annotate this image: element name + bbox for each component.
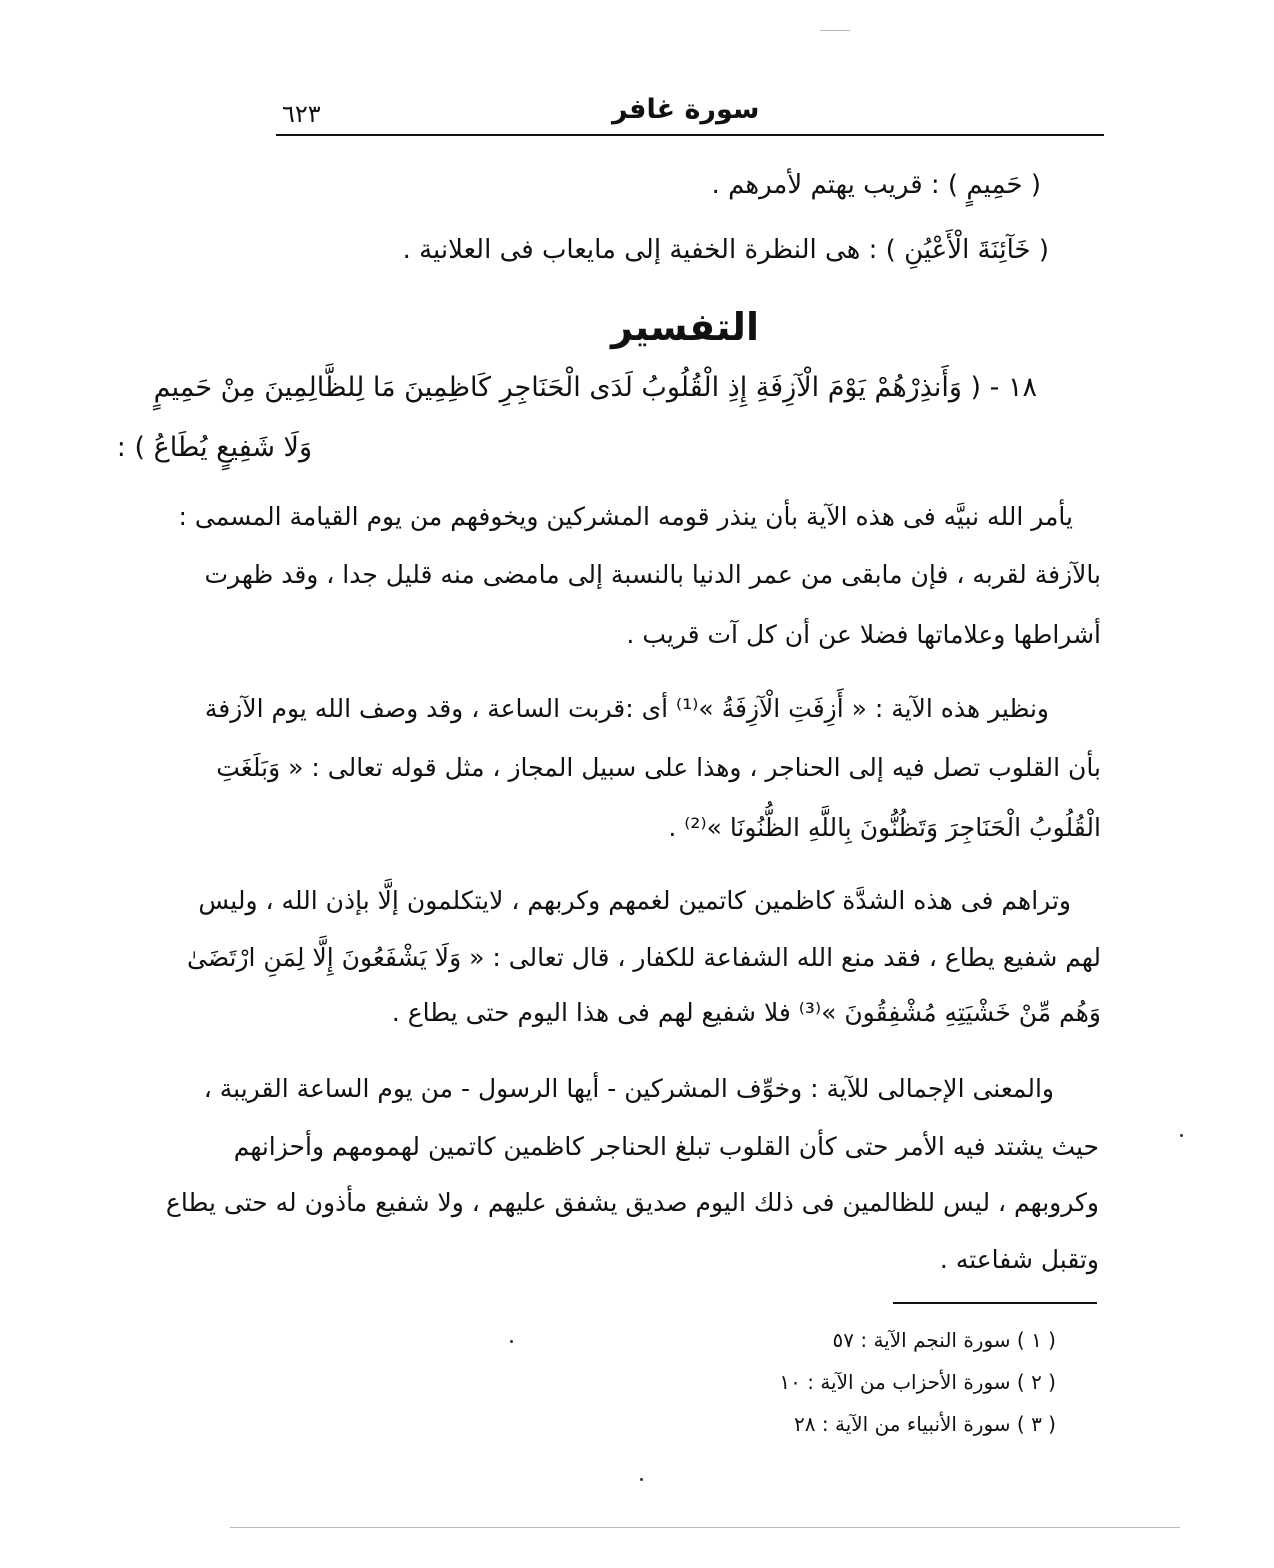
paragraph-4-line-2: حيث يشتد فيه الأمر حتى كأن القلوب تبلغ الحناجر كاظمين كاتمين لهمومهم وأحزانهم — [233, 1132, 1099, 1161]
page-number: ٦٢٣ — [282, 100, 321, 128]
footnote-2: ( ٢ ) سورة الأحزاب من الآية : ١٠ — [779, 1370, 1056, 1394]
footnote-3: ( ٣ ) سورة الأنبياء من الآية : ٢٨ — [794, 1412, 1056, 1436]
scan-mark — [820, 30, 850, 31]
running-header-title: سورة غافر — [612, 94, 760, 125]
paragraph-2-line-1: ونظير هذه الآية : « أَزِفَتِ الْآزِفَةُ »⁽¹⁾ أى :قربت الساعة ، وقد وصف الله يوم الآزفة — [204, 694, 1049, 723]
definition-khainat-al-ayun: ( خَآئِنَةَ الْأَعْيُنِ ) : هى النظرة الخفية إلى مايعاب فى العلانية . — [402, 235, 1049, 265]
paragraph-4-line-3: وكروبهم ، ليس للظالمين فى ذلك اليوم صديق يشفق عليهم ، ولا شفيع مأذون له حتى يطاع — [165, 1188, 1099, 1217]
verse-line-2: وَلَا شَفِيعٍ يُطَاعُ ) : — [116, 432, 312, 463]
scan-speck — [640, 1478, 643, 1481]
paragraph-2-line-3: الْقُلُوبُ الْحَنَاجِرَ وَتَظُنُّونَ بِاللَّهِ الظُّنُونَا »⁽²⁾ . — [668, 813, 1101, 842]
paragraph-2-line-2: بأن القلوب تصل فيه إلى الحناجر ، وهذا على سبيل المجاز ، مثل قوله تعالى : « وَبَلَغَتِ — [216, 753, 1101, 782]
header-rule — [276, 134, 1104, 136]
paragraph-1-line-2: بالآزفة لقربه ، فإن مابقى من عمر الدنيا بالنسبة إلى مامضى منه قليل جدا ، وقد ظهرت — [204, 560, 1101, 589]
scan-speck — [510, 1340, 513, 1343]
verse-line-1: ١٨ - ( وَأَنذِرْهُمْ يَوْمَ الْآزِفَةِ إِذِ الْقُلُوبُ لَدَى الْحَنَاجِرِ كَاظِمِينَ مَا لِلظَّالِمِينَ مِنْ حَمِيمٍ — [153, 372, 1037, 403]
paragraph-1-line-3: أشراطها وعلاماتها فضلا عن أن كل آت قريب . — [626, 620, 1101, 649]
footnote-1: ( ١ ) سورة النجم الآية : ٥٧ — [832, 1328, 1056, 1352]
definition-hamim: ( حَمِيمٍ ) : قريب يهتم لأمرهم . — [711, 170, 1041, 200]
paragraph-4-line-1: والمعنى الإجمالى للآية : وخوِّف المشركين - أيها الرسول - من يوم الساعة القريبة ، — [203, 1074, 1054, 1103]
section-title: التفسير — [611, 305, 759, 349]
footnote-rule — [893, 1302, 1097, 1304]
paragraph-3-line-3: وَهُم مِّنْ خَشْيَتِهِ مُشْفِقُونَ »⁽³⁾ فلا شفيع لهم فى هذا اليوم حتى يطاع . — [391, 998, 1101, 1027]
paragraph-3-line-2: لهم شفيع يطاع ، فقد منع الله الشفاعة للكفار ، قال تعالى : « وَلَا يَشْفَعُونَ إِلَّا لِمَنِ ارْتَضَىٰ — [186, 943, 1101, 972]
scan-bottom-line — [230, 1527, 1180, 1528]
scan-speck — [1180, 1134, 1183, 1137]
paragraph-4-line-4: وتقبل شفاعته . — [939, 1245, 1099, 1274]
paragraph-3-line-1: وتراهم فى هذه الشدَّة كاظمين كاتمين لغمهم وكربهم ، لايتكلمون إلَّا بإذن الله ، وليس — [198, 886, 1071, 915]
paragraph-1-line-1: يأمر الله نبيَّه فى هذه الآية بأن ينذر قومه المشركين ويخوفهم من يوم القيامة المسمى : — [178, 502, 1073, 531]
